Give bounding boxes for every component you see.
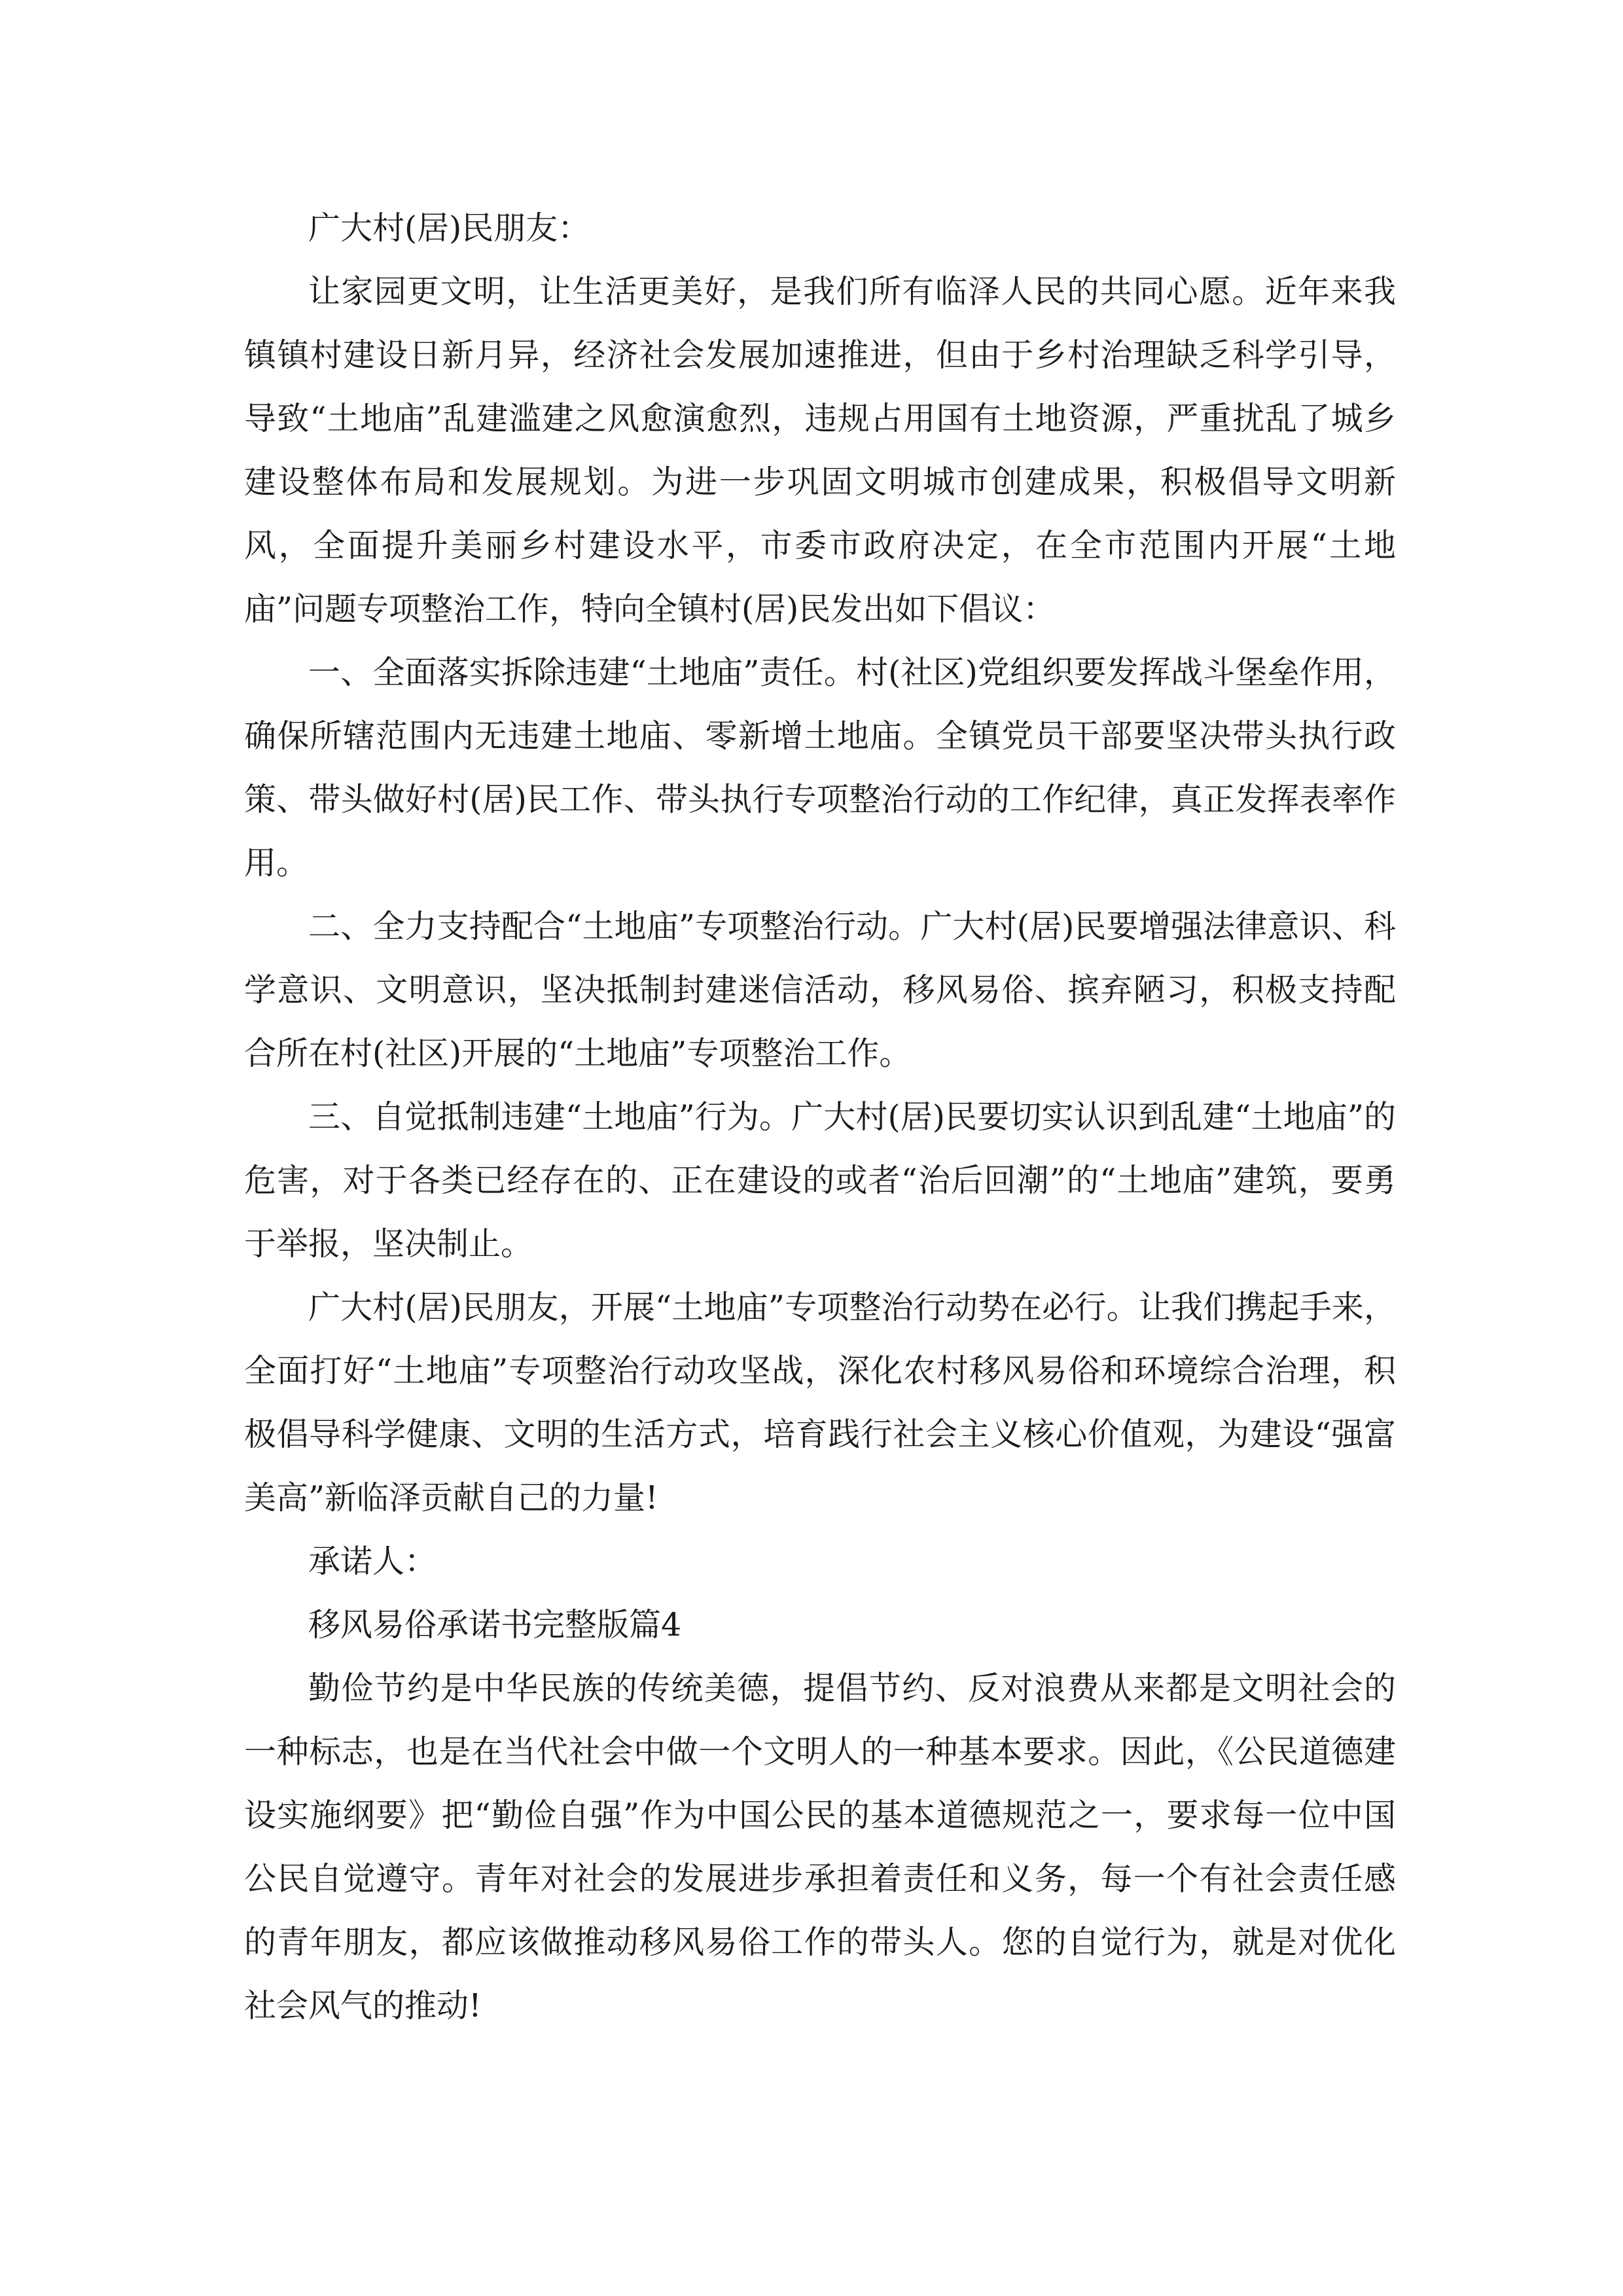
proposal-one-paragraph: 一、全面落实拆除违建“土地庙”责任。村(社区)党组织要发挥战斗堡垒作用，确保所辖范围内无违建土地庙、零新增土地庙。全镇党员干部要坚决带头执行政策、带头做好村(居)民工作、带头执行专项整治行动的工作纪律，真正发挥表率作用。 <box>244 654 1396 882</box>
intro-paragraph: 让家园更文明，让生活更美好，是我们所有临泽人民的共同心愿。近年来我镇镇村建设日新月异，经济社会发展加速推进，但由于乡村治理缺乏科学引导，导致“土地庙”乱建滥建之风愈演愈烈，违规占用国有土地资源，严重扰乱了城乡建设整体布局和发展规划。为进一步巩固文明城市创建成果，积极倡导文明新风，全面提升美丽乡村建设水平，市委市政府决定，在全市范围内开展“土地庙”问题专项整治工作，特向全镇村(居)民发出如下倡议： <box>244 273 1396 628</box>
section-heading: 移风易俗承诺书完整版篇4 <box>308 1606 682 1643</box>
closing-paragraph: 广大村(居)民朋友，开展“土地庙”专项整治行动势在必行。让我们携起手来，全面打好“土地庙”专项整治行动攻坚战，深化农村移风易俗和环境综合治理，积极倡导科学健康、文明的生活方式，培育践行社会主义核心价值观，为建设“强富美高”新临泽贡献自己的力量! <box>244 1289 1396 1516</box>
salutation: 广大村(居)民朋友： <box>308 209 590 247</box>
section-body-paragraph: 勤俭节约是中华民族的传统美德，提倡节约、反对浪费从来都是文明社会的一种标志，也是在当代社会中做一个文明人的一种基本要求。因此，《公民道德建设实施纲要》把“勤俭自强”作为中国公民的基本道德规范之一，要求每一位中国公民自觉遵守。青年对社会的发展进步承担着责任和义务，每一个有社会责任感的青年朋友，都应该做推动移风易俗工作的带头人。您的自觉行为，就是对优化社会风气的推动! <box>244 1670 1396 2024</box>
proposal-two-paragraph: 二、全力支持配合“土地庙”专项整治行动。广大村(居)民要增强法律意识、科学意识、文明意识，坚决抵制封建迷信活动，移风易俗、摈弃陋习，积极支持配合所在村(社区)开展的“土地庙”专项整治工作。 <box>244 908 1396 1072</box>
signatory-line: 承诺人： <box>308 1543 437 1580</box>
proposal-three-paragraph: 三、自觉抵制违建“土地庙”行为。广大村(居)民要切实认识到乱建“土地庙”的危害，对于各类已经存在的、正在建设的或者“治后回潮”的“土地庙”建筑，要勇于举报，坚决制止。 <box>244 1098 1396 1263</box>
document-body <box>244 196 1396 2037</box>
